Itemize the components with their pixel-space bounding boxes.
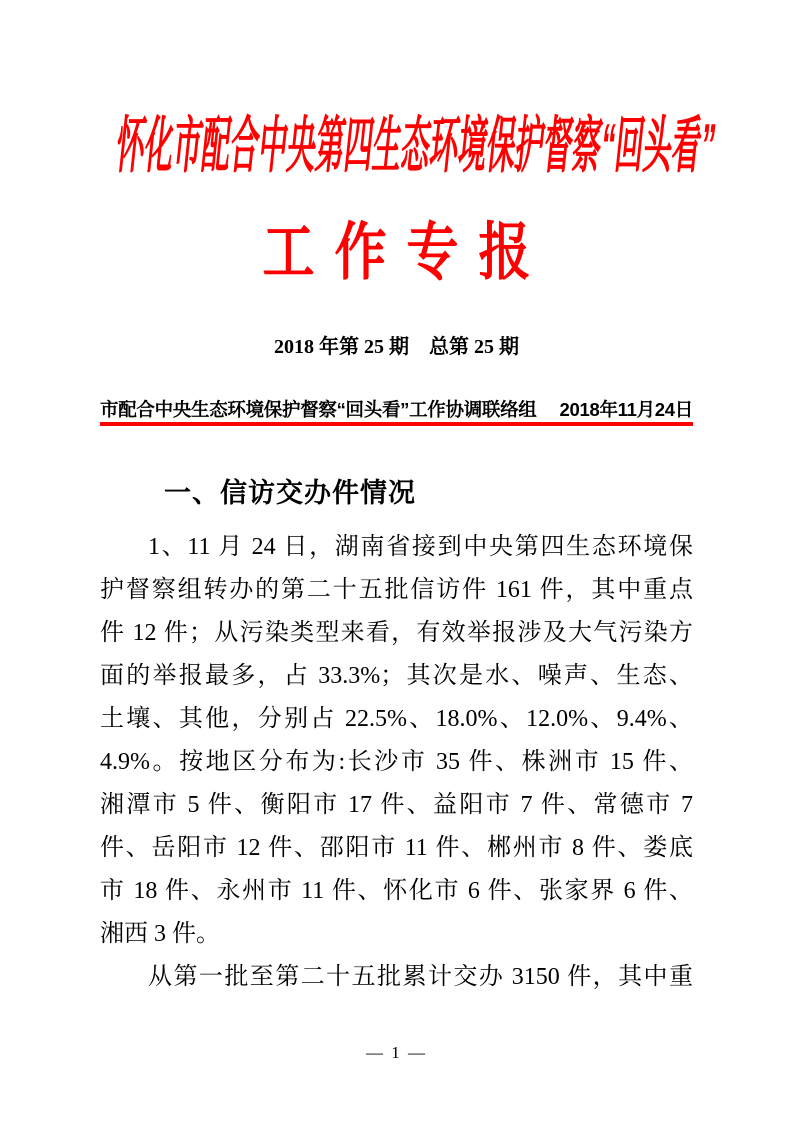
body-line: 4.9%。按地区分布为:长沙市 35 件、株洲市 15 件、	[100, 749, 693, 775]
issue-number-line: 2018 年第 25 期 总第 25 期	[274, 336, 519, 358]
masthead-row	[100, 397, 693, 422]
section-heading: 一、信访交办件情况	[164, 478, 416, 508]
red-divider-rule	[100, 422, 693, 426]
body-line: 从第一批至第二十五批累计交办 3150 件，其中重	[148, 964, 693, 990]
body-line: 护督察组转办的第二十五批信访件 161 件，其中重点	[100, 577, 693, 603]
body-line: 湘潭市 5 件、衡阳市 17 件、益阳市 7 件、常德市 7	[100, 792, 693, 818]
document-content	[100, 112, 719, 1063]
body-line: 件 12 件；从污染类型来看，有效举报涉及大气污染方	[100, 620, 693, 646]
issue-date: 2018年11月24日	[559, 399, 693, 420]
document-body	[100, 526, 693, 999]
body-line: 1、11 月 24 日，湖南省接到中央第四生态环境保	[148, 534, 693, 560]
document-title-line2-text: 工作专报	[262, 218, 551, 289]
body-line: 湘西 3 件。	[100, 921, 220, 947]
body-line: 件、岳阳市 12 件、邵阳市 11 件、郴州市 8 件、娄底	[100, 835, 693, 861]
document-title-line1-text: 怀化市配合中央第四生态环境保护督察“回头看”	[113, 112, 719, 181]
body-line: 面的举报最多，占 33.3%；其次是水、噪声、生态、	[100, 663, 693, 689]
issuing-organization: 市配合中央生态环境保护督察“回头看”工作协调联络组	[100, 399, 537, 420]
page-number: — 1 —	[366, 1043, 427, 1062]
document-title-line1	[100, 112, 719, 192]
body-line: 市 18 件、永州市 11 件、怀化市 6 件、张家界 6 件、	[100, 878, 693, 904]
body-line: 土壤、其他，分别占 22.5%、18.0%、12.0%、9.4%、	[100, 706, 693, 732]
